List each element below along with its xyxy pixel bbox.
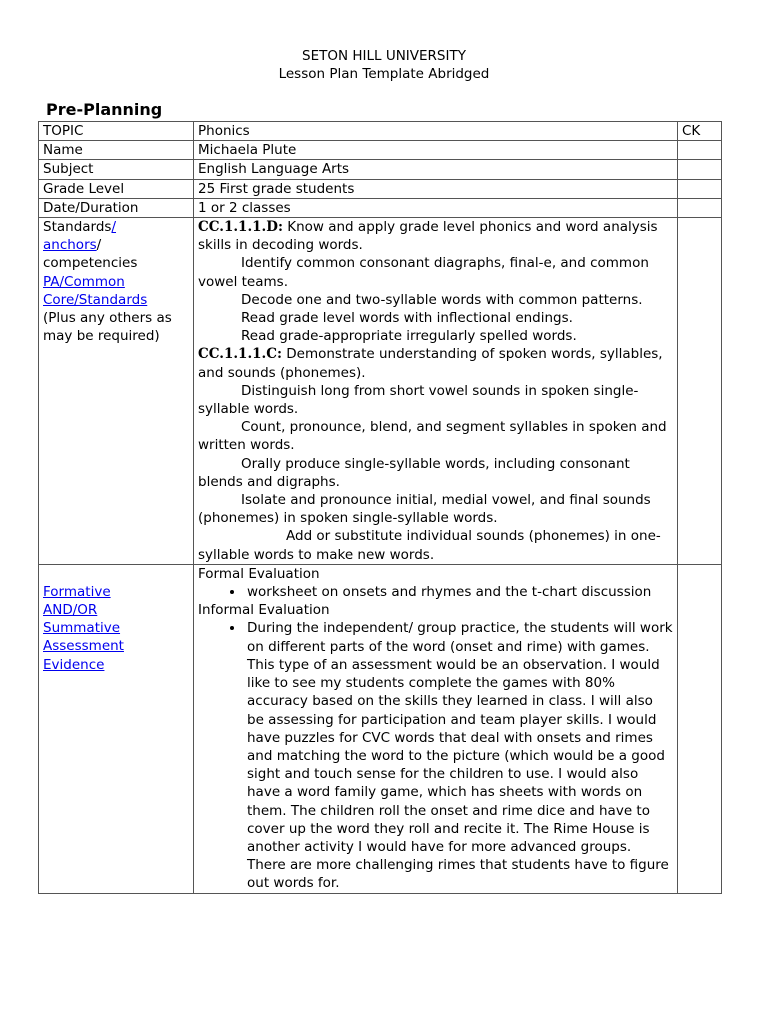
university-name: SETON HILL UNIVERSITY xyxy=(302,48,466,64)
topic-value: Phonics xyxy=(194,122,678,141)
standard-item: Read grade level words with inflectional endings. xyxy=(241,310,573,327)
formative-link[interactable]: Formative xyxy=(43,583,111,600)
table-row xyxy=(39,141,722,160)
ck-cell xyxy=(678,564,722,893)
ck-cell xyxy=(678,218,722,565)
ck-cell xyxy=(678,198,722,217)
section-title: Pre-Planning xyxy=(46,100,163,119)
ck-cell xyxy=(678,179,722,198)
table-row xyxy=(39,160,722,179)
lesson-plan-table xyxy=(38,121,722,894)
formal-evaluation-heading: Formal Evaluation xyxy=(198,565,320,582)
standard-item: Distinguish long from short vowel sounds in spoken single-syllable words. xyxy=(198,382,639,418)
list-item: • During the independent/ group practice, the students will work on different parts of the word (onset and rime) with games. This type of an assessment would be an observation. I would like to see my students complete the games with 80% accuracy based on the skills they learned in class. I will also be assessing for participation and team player skills. I would have puzzles for CVC words that deal with onsets and rimes and matching the word to the picture (which would be a good sight and touch sense for the children to use. I would also have a word family game, which has sheets with words on them. The children roll the onset and rime dice and have to cover up the word they roll and recite it. The Rime House is another activity I would have for more advanced groups. There are more challenging rimes that students have to figure out words for. xyxy=(245,619,673,892)
row-label: Date/Duration xyxy=(39,198,194,217)
row-label: Name xyxy=(39,141,194,160)
competencies-text: competencies xyxy=(43,255,138,272)
plus-others-text: (Plus any others as may be required) xyxy=(43,310,172,345)
anchors-link[interactable]: anchors xyxy=(43,237,97,254)
standards-link[interactable]: / xyxy=(111,219,117,236)
core-standards-link[interactable]: Core/Standards xyxy=(43,291,148,308)
standard-cc-1-1-1-d xyxy=(198,218,673,254)
informal-evaluation-heading: Informal Evaluation xyxy=(198,602,330,619)
standards-label-text: Standards xyxy=(43,219,112,236)
row-value: 1 or 2 classes xyxy=(194,198,678,217)
row-value: English Language Arts xyxy=(194,160,678,179)
standard-description: Demonstrate understanding of spoken words, syllables, and sounds (phonemes). xyxy=(198,346,663,381)
formal-evaluation-list xyxy=(198,583,673,601)
row-label: Subject xyxy=(39,160,194,179)
table-row xyxy=(39,198,722,217)
table-row xyxy=(39,179,722,198)
pa-common-link[interactable]: PA/Common xyxy=(43,273,125,290)
row-value: Michaela Plute xyxy=(194,141,678,160)
document-subtitle: Lesson Plan Template Abridged xyxy=(278,66,490,82)
row-label: Grade Level xyxy=(39,179,194,198)
evidence-link[interactable]: Evidence xyxy=(43,656,105,673)
informal-evaluation-list xyxy=(198,619,673,892)
standards-label xyxy=(39,218,194,565)
ck-header: CK xyxy=(678,122,722,141)
table-row-standards xyxy=(39,218,722,565)
summative-link[interactable]: Summative xyxy=(43,620,121,637)
and-or-link[interactable]: AND/OR xyxy=(43,602,98,619)
document-header xyxy=(0,47,768,83)
ck-cell xyxy=(678,160,722,179)
assessment-content xyxy=(194,564,678,893)
row-value: 25 First grade students xyxy=(194,179,678,198)
ck-cell xyxy=(678,141,722,160)
standard-item: Isolate and pronounce initial, medial vowel, and final sounds (phonemes) in spoken single-syllable words. xyxy=(198,492,651,527)
standards-content xyxy=(194,218,678,565)
standard-item: Read grade-appropriate irregularly spelled words. xyxy=(241,328,577,345)
table-row-topic xyxy=(39,122,722,141)
standard-item: Count, pronounce, blend, and segment syllables in spoken and written words. xyxy=(198,419,667,454)
slash-text: / xyxy=(96,237,102,254)
assessment-link[interactable]: Assessment xyxy=(43,638,124,655)
standard-description: Know and apply grade level phonics and word analysis skills in decoding words. xyxy=(198,219,658,254)
standard-item: Decode one and two-syllable words with common patterns. xyxy=(241,291,643,308)
topic-label: TOPIC xyxy=(39,122,194,141)
list-item: • worksheet on onsets and rhymes and the t-chart discussion xyxy=(245,583,673,601)
table-row-assessment xyxy=(39,564,722,893)
standard-code: CC.1.1.1.D: xyxy=(198,219,283,236)
standard-code: CC.1.1.1.C: xyxy=(198,346,282,363)
standard-cc-1-1-1-c xyxy=(198,345,673,381)
assessment-label xyxy=(39,564,194,893)
standard-item: Add or substitute individual sounds (phonemes) in one-syllable words to make new words. xyxy=(198,528,661,563)
standard-item: Identify common consonant diagraphs, final-e, and common vowel teams. xyxy=(198,255,649,290)
standard-item: Orally produce single-syllable words, including consonant blends and digraphs. xyxy=(198,455,630,490)
